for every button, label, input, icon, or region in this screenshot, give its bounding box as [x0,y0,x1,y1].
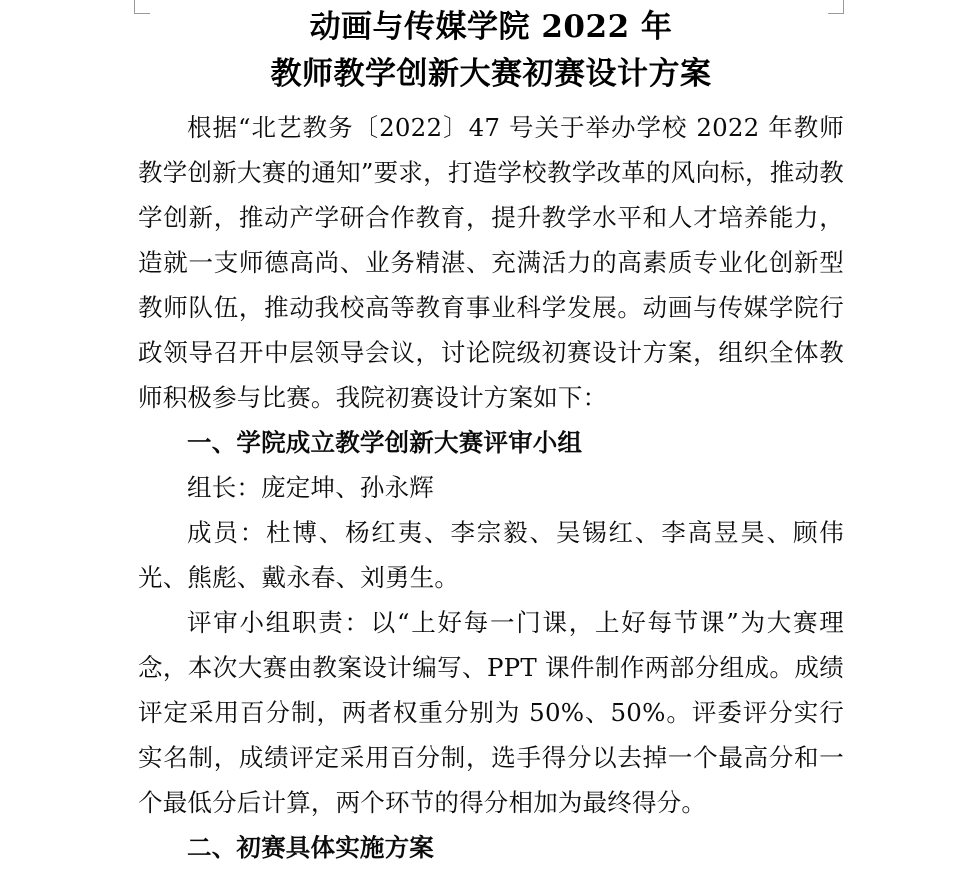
section-1-heading: 一、学院成立教学创新大赛评审小组 [187,428,583,457]
page-title [138,4,844,98]
section-2-heading: 二、初赛具体实施方案 [187,833,434,862]
page-title-line-2: 教师教学创新大赛初赛设计方案 [270,56,712,92]
document-content [138,4,844,870]
section-1-members: 成员：杜博、杨红夷、李宗毅、吴锡红、李高昱昊、顾伟光、熊彪、戴永春、刘勇生。 [138,518,844,592]
page-title-line-1: 动画与传媒学院 2022 年 [309,9,673,45]
crop-mark-top-left-vertical [134,0,135,14]
intro-paragraph: 根据“北艺教务〔2022〕47 号关于举办学校 2022 年教师教学创新大赛的通知”要求，打造学校教学改革的风向标，推动教学创新，推动产学研合作教育，提升教学水平和人才培养能力，造就一支师德高尚、业务精湛、充满活力的高素质专业化创新型教师队伍，推动我校高等教育事业科学发展。动画与传媒学院行政领导召开中层领导会议，讨论院级初赛设计方案，组织全体教师积极参与比赛。我院初赛设计方案如下： [138,113,844,412]
section-1-duties: 评审小组职责：以“上好每一门课，上好每节课”为大赛理念，本次大赛由教案设计编写、PPT 课件制作两部分组成。成绩评定采用百分制，两者权重分别为 50%、50%。评委评分实行实名制，成绩评定采用百分制，选手得分以去掉一个最高分和一个最低分后计算，两个环节的得分相加为最终得分。 [138,608,844,817]
section-1-leader: 组长：庞定坤、孙永辉 [187,473,434,502]
